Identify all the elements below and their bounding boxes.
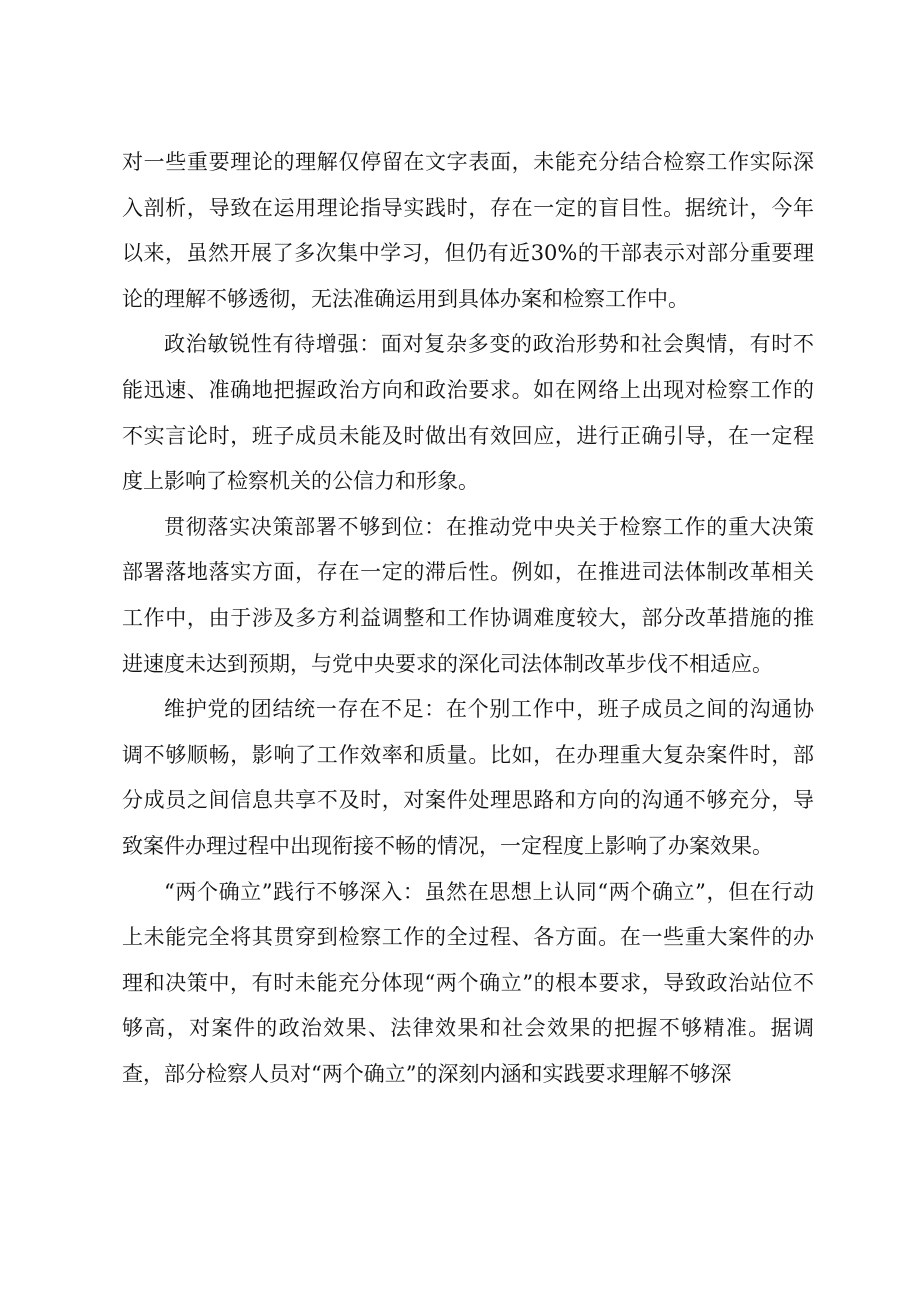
paragraph-party-unity: 维护党的团结统一存在不足：在个别工作中，班子成员之间的沟通协调不够顺畅，影响了工作效率和质量。比如，在办理重大复杂案件时，部分成员之间信息共享不及时，对案件处理思路和方向的沟通不够充分，导致案件办理过程中出现衔接不畅的情况，一定程度上影响了办案效果。	[122, 697, 814, 858]
paragraph-theory-understanding: 对一些重要理论的理解仅停留在文字表面，未能充分结合检察工作实际深入剖析，导致在运用理论指导实践时，存在一定的盲目性。据统计，今年以来，虽然开展了多次集中学习，但仍有近30%的干部表示对部分重要理论的理解不够透彻，无法准确运用到具体办案和检察工作中。	[122, 150, 814, 311]
paragraph-political-sensitivity: 政治敏锐性有待增强：面对复杂多变的政治形势和社会舆情，有时不能迅速、准确地把握政治方向和政治要求。如在网络上出现对检察工作的不实言论时，班子成员未能及时做出有效回应，进行正确引导，在一定程度上影响了检察机关的公信力和形象。	[122, 332, 814, 494]
document-body	[122, 140, 814, 1097]
paragraph-policy-implementation: 贯彻落实决策部署不够到位：在推动党中央关于检察工作的重大决策部署落地落实方面，存在一定的滞后性。例如，在推进司法体制改革相关工作中，由于涉及多方利益调整和工作协调难度较大，部分改革措施的推进速度未达到预期，与党中央要求的深化司法体制改革步伐不相适应。	[122, 514, 814, 676]
paragraph-two-establishments: “两个确立”践行不够深入：虽然在思想上认同“两个确立”，但在行动上未能完全将其贯穿到检察工作的全过程、各方面。在一些重大案件的办理和决策中，有时未能充分体现“两个确立”的根本要求，导致政治站位不够高，对案件的政治效果、法律效果和社会效果的把握不够精准。据调查，部分检察人员对“两个确立”的深刻内涵和实践要求理解不够深	[122, 879, 814, 1086]
